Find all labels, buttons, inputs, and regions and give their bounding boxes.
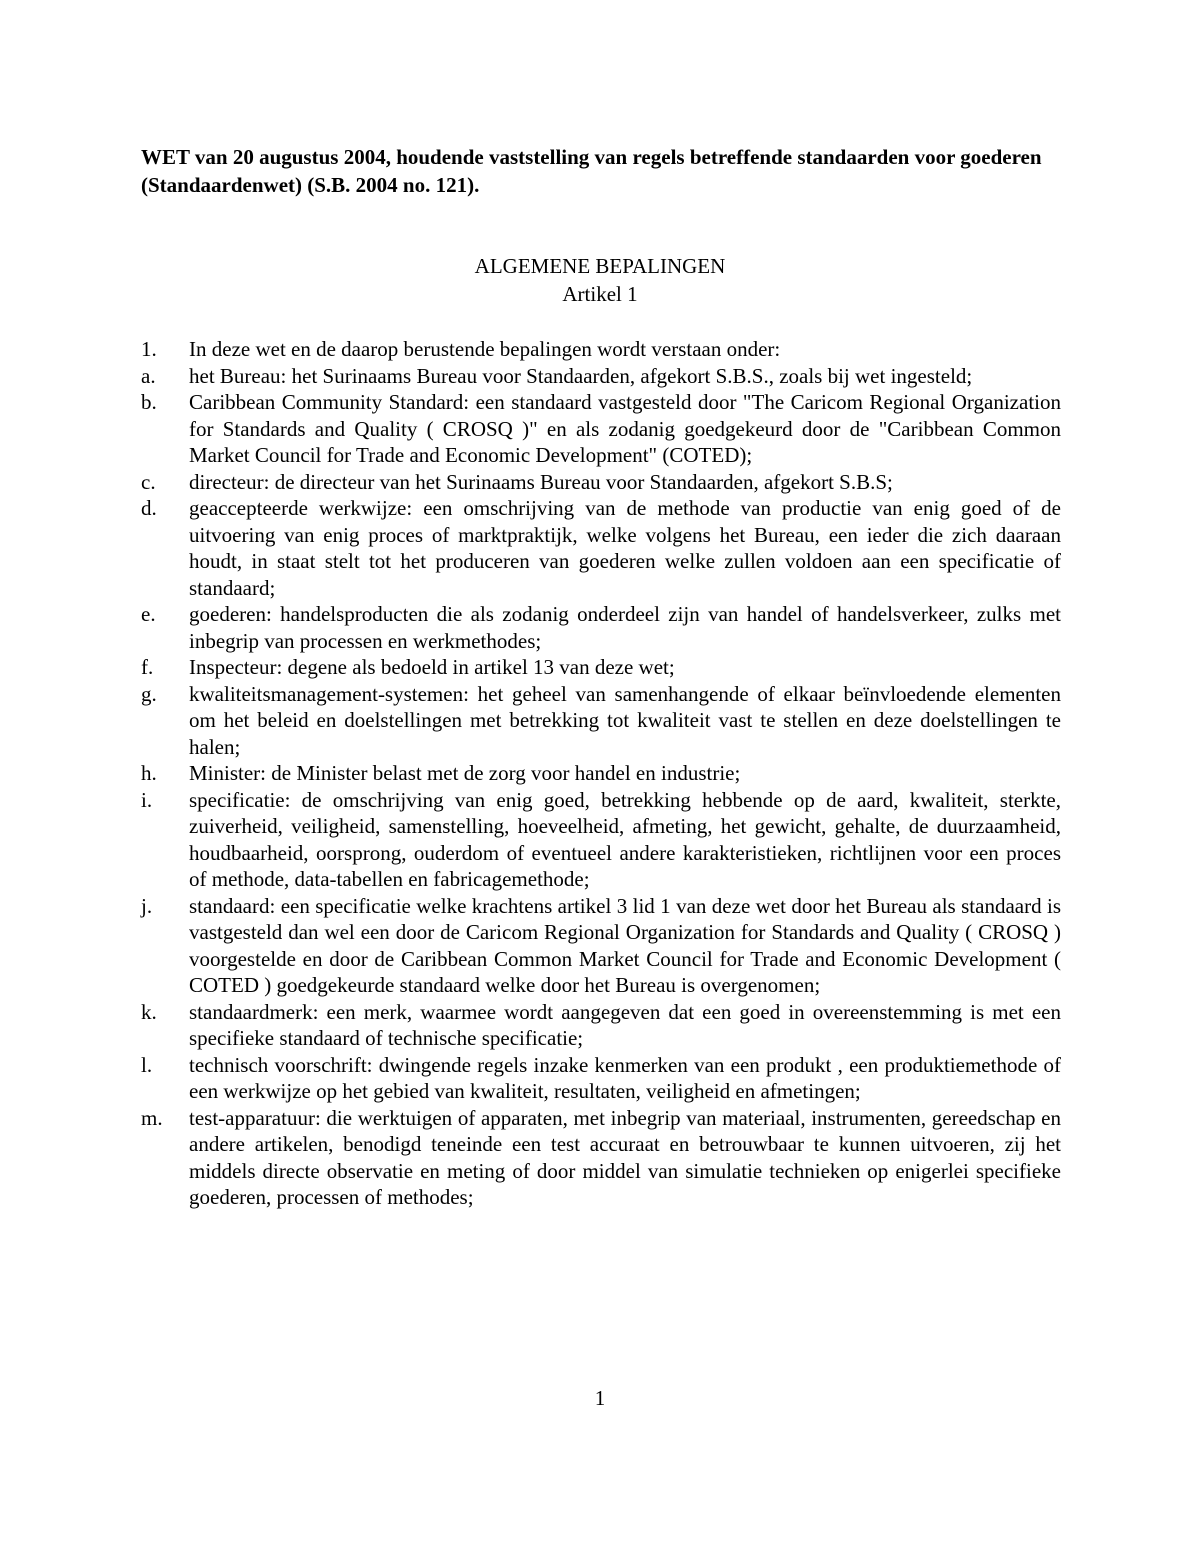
section-heading: ALGEMENE BEPALINGEN bbox=[474, 254, 726, 278]
definition-marker: h. bbox=[141, 761, 157, 785]
definition-text: technisch voorschrift: dwingende regels inzake kenmerken van een produkt , een produktiemethode of een werkwijze op het gebied van kwaliteit, resultaten, veiligheid en afmetingen; bbox=[189, 1052, 1061, 1103]
definition-marker: l. bbox=[141, 1052, 153, 1077]
definition-text: Minister: de Minister belast met de zorg voor handel en industrie; bbox=[189, 761, 741, 785]
definition-marker: 1. bbox=[141, 337, 157, 361]
definition-text: kwaliteitsmanagement-systemen: het geheel van samenhangende of elkaar beïnvloedende elementen om het beleid en doelstellingen met betrekking tot kwaliteit vast te stellen en deze doelstellingen te halen; bbox=[189, 681, 1061, 759]
definition-text: In deze wet en de daarop berustende bepalingen wordt verstaan onder: bbox=[189, 337, 781, 361]
definition-text: specificatie: de omschrijving van enig goed, betrekking hebbende op de aard, kwaliteit, sterkte, zuiverheid, veiligheid, samenstelling, hoeveelheid, afmeting, het gewicht, gehalte, de duurzaamheid, houdbaarheid, oorsprong, ouderdom of eventueel andere karakteristieken, richtlijnen voor een proces of methode, data-tabellen en fabricagemethode; bbox=[189, 787, 1061, 891]
document-title: WET van 20 augustus 2004, houdende vaststelling van regels betreffende standaarden voor goederen (Standaardenwet) (S.B. 2004 no. 121). bbox=[141, 145, 1042, 197]
definition-text: het Bureau: het Surinaams Bureau voor Standaarden, afgekort S.B.S., zoals bij wet ingesteld; bbox=[189, 363, 973, 388]
definition-item bbox=[141, 893, 1061, 999]
definition-item bbox=[141, 389, 1061, 469]
definition-item bbox=[141, 760, 1061, 787]
definition-item bbox=[141, 681, 1061, 761]
definition-marker: c. bbox=[141, 469, 156, 494]
definition-item bbox=[141, 469, 1061, 496]
definition-marker: i. bbox=[141, 787, 153, 812]
definition-text: Inspecteur: degene als bedoeld in artikel 13 van deze wet; bbox=[189, 655, 675, 679]
definition-text: goederen: handelsproducten die als zodanig onderdeel zijn van handel of handelsverkeer, zulks met inbegrip van processen en werkmethodes; bbox=[189, 602, 1061, 653]
definition-marker: a. bbox=[141, 363, 156, 388]
definition-item bbox=[141, 999, 1061, 1052]
page-number: 1 bbox=[594, 1386, 606, 1410]
definition-item bbox=[141, 787, 1061, 893]
definition-marker: b. bbox=[141, 390, 157, 414]
definition-marker: g. bbox=[141, 681, 157, 706]
article-heading: Artikel 1 bbox=[562, 282, 638, 306]
definition-marker: e. bbox=[141, 602, 156, 626]
definition-marker: d. bbox=[141, 496, 157, 520]
definition-text: standaard: een specificatie welke krachtens artikel 3 lid 1 van deze wet door het Bureau als standaard is vastgesteld dan wel een door de Caricom Regional Organization for Standards and Quality ( CROSQ ) voorgestelde en door de Caribbean Common Market Council for Trade and Economic Development ( COTED ) goedgekeurde standaard welke door het Bureau is overgenomen; bbox=[189, 893, 1061, 997]
definition-item bbox=[141, 336, 1061, 363]
definition-marker: k. bbox=[141, 999, 157, 1024]
definition-item bbox=[141, 363, 1061, 390]
definition-marker: f. bbox=[141, 655, 154, 679]
definition-marker: j. bbox=[141, 893, 153, 918]
definitions-list bbox=[141, 336, 1061, 1211]
definition-item bbox=[141, 654, 1061, 681]
definition-item bbox=[141, 1105, 1061, 1211]
definition-marker: m. bbox=[141, 1105, 163, 1130]
definition-text: standaardmerk: een merk, waarmee wordt aangegeven dat een goed in overeenstemming is met een specifieke standaard of technische specificatie; bbox=[189, 999, 1061, 1050]
definition-item bbox=[141, 1052, 1061, 1105]
definition-text: geaccepteerde werkwijze: een omschrijving van de methode van productie van enig goed of de uitvoering van enig proces of marktpraktijk, welke volgens het Bureau, een ieder die zich daaraan houdt, in staat stelt tot het produceren van goederen welke zullen voldoen aan een specificatie of standaard; bbox=[189, 496, 1061, 600]
definition-item bbox=[141, 495, 1061, 601]
definition-text: Caribbean Community Standard: een standaard vastgesteld door "The Caricom Regional Organization for Standards and Quality ( CROSQ )" en als zodanig goedgekeurd door de "Caribbean Common Market Council for Trade and Economic Development" (COTED); bbox=[189, 390, 1061, 467]
definition-text: directeur: de directeur van het Surinaams Bureau voor Standaarden, afgekort S.B.S; bbox=[189, 469, 893, 494]
definition-text: test-apparatuur: die werktuigen of apparaten, met inbegrip van materiaal, instrumenten, gereedschap en andere artikelen, benodigd teneinde een test accuraat en betrouwbaar te kunnen uitvoeren, zij het middels directe observatie en meting of door middel van simulatie technieken op enigerlei specifieke goederen, processen of methodes; bbox=[189, 1105, 1061, 1209]
definition-item bbox=[141, 601, 1061, 654]
